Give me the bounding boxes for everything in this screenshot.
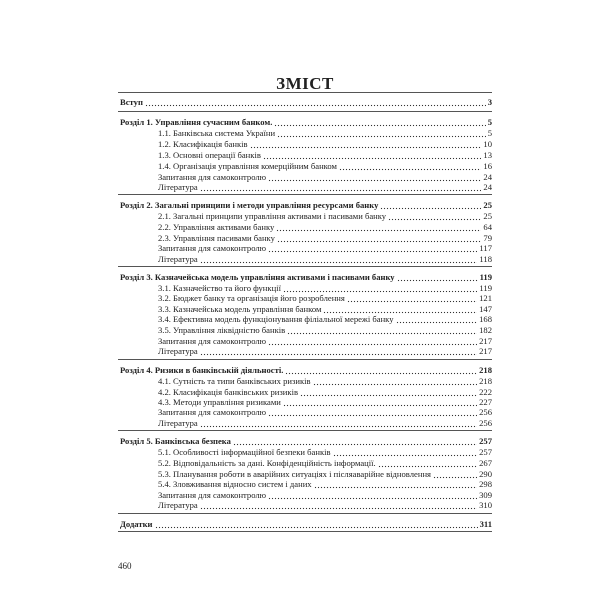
toc-entry-title: 1.4. Організація управління комерційним банком bbox=[158, 161, 337, 171]
toc-entry-page: 311 bbox=[479, 519, 492, 529]
toc-entry-page: 310 bbox=[479, 500, 492, 510]
toc-entry-title: Література bbox=[158, 346, 198, 356]
toc-entry-page: 118 bbox=[479, 254, 492, 264]
toc-entry-title: 2.1. Загальні принципи управління активами і пасивами банку bbox=[158, 211, 387, 221]
toc-section-entry[interactable] bbox=[120, 96, 492, 108]
toc-entry-page: 218 bbox=[479, 365, 492, 375]
toc-entry-title: Література bbox=[158, 182, 198, 192]
toc-subsection-entry[interactable] bbox=[158, 417, 492, 429]
toc-entry-page: 290 bbox=[479, 469, 492, 479]
toc-entry-page: 119 bbox=[479, 272, 492, 282]
toc-entry-page: 24 bbox=[483, 182, 492, 192]
toc-entry-title: Запитання для самоконтролю bbox=[158, 172, 267, 182]
toc-entry-page: 25 bbox=[483, 211, 492, 221]
dot-leader bbox=[274, 118, 485, 127]
toc-entry-page: 256 bbox=[479, 407, 492, 417]
toc-entry-title: 5.1. Особливості інформаційної безпеки банків bbox=[158, 447, 331, 457]
section-divider bbox=[118, 513, 492, 514]
toc-entry-title: 3.3. Казначейська модель управління банком bbox=[158, 304, 322, 314]
toc-entry-title: 4.3. Методи управління ризиками bbox=[158, 397, 281, 407]
dot-leader bbox=[276, 223, 481, 232]
toc-entry-page: 227 bbox=[479, 397, 492, 407]
toc-subsection-entry[interactable] bbox=[158, 499, 492, 511]
dot-leader bbox=[200, 419, 477, 428]
section-divider bbox=[118, 92, 492, 93]
toc-entry-page: 121 bbox=[479, 293, 492, 303]
toc-entry-page: 117 bbox=[479, 243, 492, 253]
dot-leader bbox=[287, 326, 477, 335]
toc-entry-page: 257 bbox=[479, 436, 492, 446]
dot-leader bbox=[397, 273, 478, 282]
toc-entry-page: 3 bbox=[487, 97, 492, 107]
toc-subsection-entry[interactable] bbox=[158, 345, 492, 357]
toc-entry-title: 4.2. Класифікація банківських ризиків bbox=[158, 387, 299, 397]
toc-entry-page: 222 bbox=[479, 387, 492, 397]
toc-entry-page: 64 bbox=[483, 222, 492, 232]
dot-leader bbox=[200, 255, 478, 264]
dot-leader bbox=[250, 140, 482, 149]
toc-entry-title: Розділ 3. Казначейська модель управління активами і пасивами банку bbox=[120, 272, 395, 282]
section-divider bbox=[118, 359, 492, 360]
dot-leader bbox=[200, 183, 482, 192]
toc-entry-title: 5.4. Зловживання відносно систем і даних bbox=[158, 479, 312, 489]
toc-entry-page: 218 bbox=[479, 376, 492, 386]
toc-entry-page: 257 bbox=[479, 447, 492, 457]
toc-entry-page: 182 bbox=[479, 325, 492, 335]
toc-entry-page: 267 bbox=[479, 458, 492, 468]
dot-leader bbox=[268, 244, 477, 253]
toc-entry-title: 3.4. Ефективна модель функціонування філіальної мережі банку bbox=[158, 314, 394, 324]
dot-leader bbox=[380, 201, 481, 210]
dot-leader bbox=[313, 377, 478, 386]
toc-entry-title: 5.3. Планування роботи в аварійних ситуаціях і післяаварійне відновлення bbox=[158, 469, 432, 479]
dot-leader bbox=[200, 347, 477, 356]
dot-leader bbox=[268, 408, 477, 417]
toc-entry-page: 147 bbox=[479, 304, 492, 314]
toc-entry-title: Розділ 2. Загальні принципи і методи управління ресурсами банку bbox=[120, 200, 379, 210]
dot-leader bbox=[145, 98, 486, 107]
toc-section-entry[interactable] bbox=[120, 518, 492, 530]
toc-entry-page: 217 bbox=[479, 336, 492, 346]
toc-entry-title: Розділ 1. Управління сучасним банком. bbox=[120, 117, 273, 127]
toc-subsection-entry[interactable] bbox=[158, 181, 492, 193]
toc-entry-title: 5.2. Відповідальність за дані. Конфіденційність інформації. bbox=[158, 458, 376, 468]
toc-entry-title: 4.1. Сутність та типи банківських ризиків bbox=[158, 376, 311, 386]
section-divider bbox=[118, 531, 492, 532]
toc-entry-page: 309 bbox=[479, 490, 492, 500]
toc-entry-title: 2.3. Управління пасивами банку bbox=[158, 233, 275, 243]
dot-leader bbox=[285, 366, 477, 375]
page-title: ЗМІСТ bbox=[276, 74, 334, 93]
dot-leader bbox=[339, 162, 481, 171]
toc-entry-page: 119 bbox=[479, 283, 492, 293]
toc-entry-title: 2.2. Управління активами банку bbox=[158, 222, 275, 232]
toc-entry-page: 24 bbox=[483, 172, 492, 182]
dot-leader bbox=[314, 480, 478, 489]
section-divider bbox=[118, 430, 492, 431]
dot-leader bbox=[155, 520, 478, 529]
dot-leader bbox=[263, 151, 482, 160]
section-divider bbox=[118, 266, 492, 267]
toc-entry-title: Розділ 5. Банківська безпека bbox=[120, 436, 231, 446]
toc-entry-title: Запитання для самоконтролю bbox=[158, 336, 267, 346]
toc-entry-title: 3.1. Казначейство та його функції bbox=[158, 283, 281, 293]
toc-entry-title: Додатки bbox=[120, 519, 153, 529]
toc-entry-title: Література bbox=[158, 418, 198, 428]
dot-leader bbox=[378, 459, 477, 468]
toc-entry-title: Вступ bbox=[120, 97, 143, 107]
page-number: 460 bbox=[118, 561, 132, 571]
dot-leader bbox=[388, 212, 481, 221]
toc-entry-title: Література bbox=[158, 500, 198, 510]
toc-entry-title: Запитання для самоконтролю bbox=[158, 490, 267, 500]
toc-entry-page: 13 bbox=[483, 150, 492, 160]
dot-leader bbox=[277, 129, 486, 138]
dot-leader bbox=[347, 294, 477, 303]
toc-entry-title: 1.1. Банківська система України bbox=[158, 128, 276, 138]
contents-page bbox=[118, 0, 492, 600]
toc-entry-title: 1.2. Класифікація банків bbox=[158, 139, 248, 149]
dot-leader bbox=[233, 437, 477, 446]
toc-entry-title: 3.5. Управління ліквідністю банків bbox=[158, 325, 286, 335]
dot-leader bbox=[333, 448, 478, 457]
toc-entry-page: 16 bbox=[483, 161, 492, 171]
toc-entry-page: 168 bbox=[479, 314, 492, 324]
toc-entry-page: 5 bbox=[487, 128, 492, 138]
toc-entry-page: 256 bbox=[479, 418, 492, 428]
toc-entry-page: 10 bbox=[483, 139, 492, 149]
toc-subsection-entry[interactable] bbox=[158, 253, 492, 265]
toc-entry-page: 298 bbox=[479, 479, 492, 489]
toc-entry-title: Література bbox=[158, 254, 198, 264]
toc-entry-title: Запитання для самоконтролю bbox=[158, 243, 267, 253]
section-divider bbox=[118, 194, 492, 195]
toc-entry-title: 3.2. Бюджет банку та організація його розроблення bbox=[158, 293, 345, 303]
dot-leader bbox=[200, 501, 477, 510]
toc-entry-title: Розділ 4. Ризики в банківській діяльності. bbox=[120, 365, 284, 375]
dot-leader bbox=[396, 315, 478, 324]
toc-entry-page: 5 bbox=[487, 117, 492, 127]
toc-entry-title: Запитання для самоконтролю bbox=[158, 407, 267, 417]
toc-entry-page: 79 bbox=[483, 233, 492, 243]
toc-entry-page: 217 bbox=[479, 346, 492, 356]
toc-entry-title: 1.3. Основні операції банків bbox=[158, 150, 261, 160]
section-divider bbox=[118, 111, 492, 112]
toc-entry-page: 25 bbox=[483, 200, 492, 210]
